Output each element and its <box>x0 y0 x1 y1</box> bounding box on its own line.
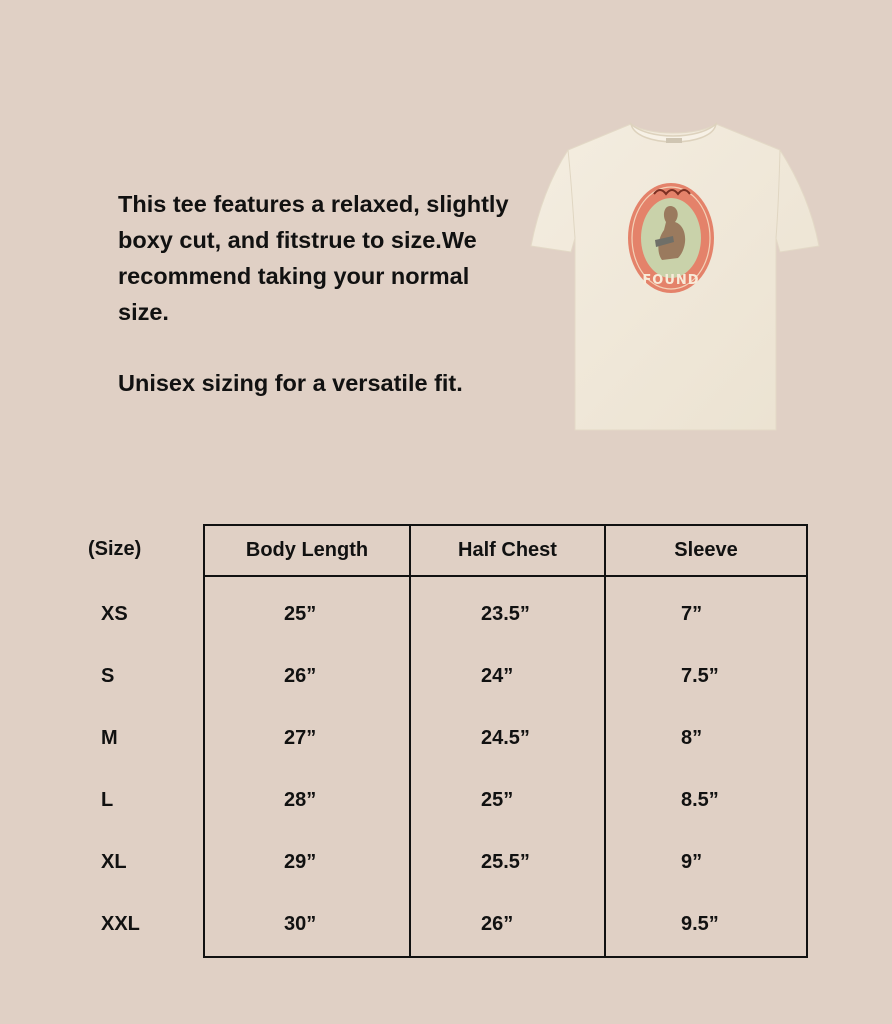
sleeve-cell: 9.5” <box>681 913 719 935</box>
sleeve-cell: 8.5” <box>681 789 719 811</box>
column-header-half-chest: Half Chest <box>458 539 557 561</box>
tshirt-image <box>528 118 820 432</box>
column-divider <box>604 526 606 956</box>
body-length-cell: 26” <box>284 665 317 687</box>
body-length-cell: 27” <box>284 727 317 749</box>
sleeve-values <box>681 583 719 955</box>
half-chest-cell: 24” <box>481 665 514 687</box>
size-label: L <box>101 789 114 811</box>
half-chest-values <box>481 583 530 955</box>
sleeve-cell: 7.5” <box>681 665 719 687</box>
body-length-cell: 29” <box>284 851 317 873</box>
header-divider <box>205 575 806 577</box>
size-heading: (Size) <box>88 538 142 560</box>
size-label: XL <box>101 851 127 873</box>
body-length-cell: 28” <box>284 789 317 811</box>
column-header-sleeve: Sleeve <box>674 539 738 561</box>
size-label: XS <box>101 603 128 625</box>
body-length-cell: 30” <box>284 913 317 935</box>
column-header-body-length: Body Length <box>245 539 369 561</box>
size-labels <box>101 583 140 955</box>
fit-description: This tee features a relaxed, slightly boxy cut, and fitstrue to size.We recommend taking your normal size. <box>118 191 509 325</box>
tshirt-illustration <box>528 118 820 432</box>
size-label: M <box>101 727 118 749</box>
paragraph-gap <box>118 330 518 365</box>
body-length-values <box>284 583 316 955</box>
size-label: XXL <box>101 913 140 935</box>
sleeve-cell: 9” <box>681 851 703 873</box>
half-chest-cell: 24.5” <box>481 727 530 749</box>
sleeve-cell: 8” <box>681 727 703 749</box>
unisex-note: Unisex sizing for a versatile fit. <box>118 370 463 396</box>
size-label: S <box>101 665 115 687</box>
collar-tag <box>666 138 682 143</box>
body-length-cell: 25” <box>284 603 317 625</box>
half-chest-cell: 25” <box>481 789 514 811</box>
intro-text <box>118 186 518 401</box>
half-chest-cell: 25.5” <box>481 851 530 873</box>
half-chest-cell: 23.5” <box>481 603 530 625</box>
column-divider <box>409 526 411 956</box>
sleeve-cell: 7” <box>681 603 703 625</box>
badge-label: FOUND <box>642 273 700 288</box>
badge-graphic <box>628 183 714 293</box>
half-chest-cell: 26” <box>481 913 514 935</box>
